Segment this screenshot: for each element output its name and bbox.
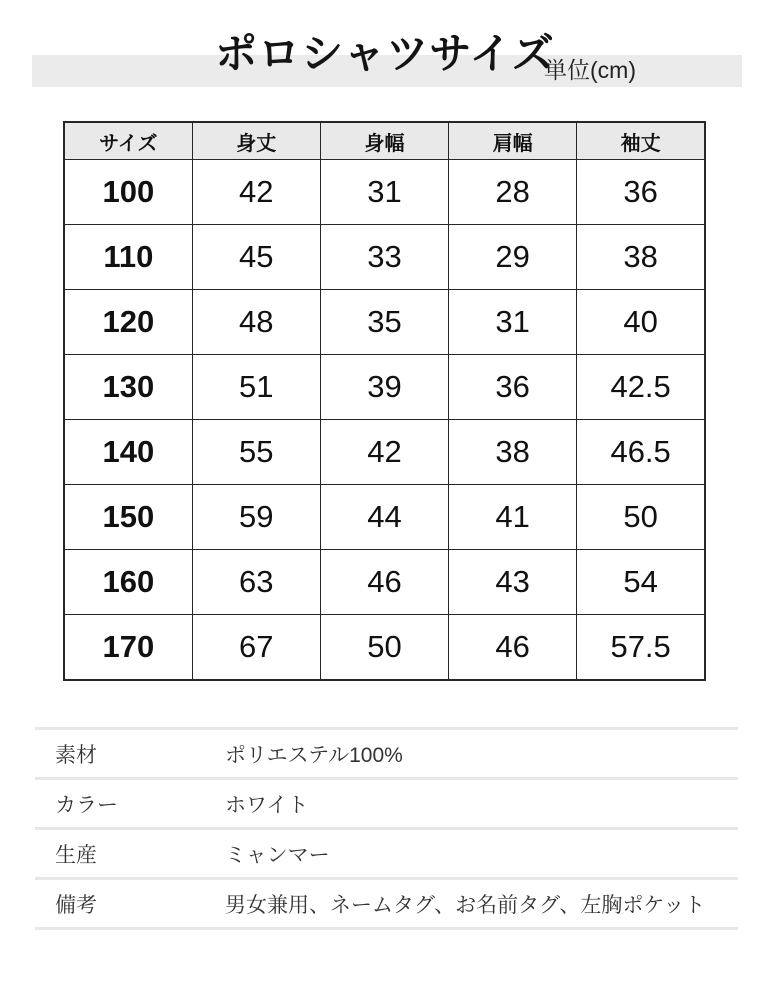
- measure-cell: 31: [320, 160, 448, 225]
- table-row-120: [64, 290, 705, 355]
- info-label: 生産: [55, 843, 97, 867]
- column-header-4: 袖丈: [577, 122, 705, 160]
- measure-cell: 40: [577, 290, 705, 355]
- measure-cell: 42: [320, 420, 448, 485]
- info-value: ポリエステル100%: [225, 743, 403, 767]
- size-cell: 130: [64, 355, 192, 420]
- measure-cell: 48: [192, 290, 320, 355]
- measure-cell: 39: [320, 355, 448, 420]
- size-cell: 120: [64, 290, 192, 355]
- table-row-110: [64, 225, 705, 290]
- info-row-0: [35, 727, 738, 777]
- size-table: [63, 121, 706, 681]
- measure-cell: 51: [192, 355, 320, 420]
- column-header-1: 身丈: [192, 122, 320, 160]
- column-header-0: サイズ: [64, 122, 192, 160]
- measure-cell: 46: [449, 615, 577, 681]
- table-row-100: [64, 160, 705, 225]
- measure-cell: 55: [192, 420, 320, 485]
- measure-cell: 43: [449, 550, 577, 615]
- info-row-2: [35, 827, 738, 877]
- info-row-3: [35, 877, 738, 930]
- measure-cell: 46: [320, 550, 448, 615]
- measure-cell: 54: [577, 550, 705, 615]
- measure-cell: 36: [577, 160, 705, 225]
- measure-cell: 41: [449, 485, 577, 550]
- size-cell: 140: [64, 420, 192, 485]
- info-label: カラー: [55, 793, 118, 817]
- info-value: ミャンマー: [225, 843, 330, 867]
- info-label: 備考: [55, 893, 97, 917]
- size-cell: 170: [64, 615, 192, 681]
- size-cell: 150: [64, 485, 192, 550]
- column-header-2: 身幅: [320, 122, 448, 160]
- measure-cell: 42.5: [577, 355, 705, 420]
- measure-cell: 33: [320, 225, 448, 290]
- header-row: [64, 122, 705, 160]
- measure-cell: 35: [320, 290, 448, 355]
- info-value: 男女兼用、ネームタグ、お名前タグ、左胸ポケット: [225, 893, 706, 917]
- info-label: 素材: [55, 743, 97, 767]
- measure-cell: 42: [192, 160, 320, 225]
- size-cell: 110: [64, 225, 192, 290]
- size-table-body: [64, 160, 705, 681]
- measure-cell: 59: [192, 485, 320, 550]
- unit-label: 単位(cm): [544, 57, 636, 83]
- table-row-130: [64, 355, 705, 420]
- measure-cell: 28: [449, 160, 577, 225]
- measure-cell: 67: [192, 615, 320, 681]
- measure-cell: 38: [449, 420, 577, 485]
- measure-cell: 45: [192, 225, 320, 290]
- measure-cell: 63: [192, 550, 320, 615]
- size-table-header: [64, 122, 705, 160]
- measure-cell: 36: [449, 355, 577, 420]
- table-row-160: [64, 550, 705, 615]
- measure-cell: 29: [449, 225, 577, 290]
- info-value: ホワイト: [225, 793, 309, 817]
- table-row-150: [64, 485, 705, 550]
- page-title: ポロシャツサイズ: [215, 30, 555, 77]
- measure-cell: 31: [449, 290, 577, 355]
- measure-cell: 57.5: [577, 615, 705, 681]
- product-info-list: [35, 727, 738, 930]
- measure-cell: 38: [577, 225, 705, 290]
- column-header-3: 肩幅: [449, 122, 577, 160]
- size-cell: 100: [64, 160, 192, 225]
- table-row-140: [64, 420, 705, 485]
- measure-cell: 50: [320, 615, 448, 681]
- table-row-170: [64, 615, 705, 681]
- measure-cell: 50: [577, 485, 705, 550]
- measure-cell: 46.5: [577, 420, 705, 485]
- size-cell: 160: [64, 550, 192, 615]
- info-row-1: [35, 777, 738, 827]
- measure-cell: 44: [320, 485, 448, 550]
